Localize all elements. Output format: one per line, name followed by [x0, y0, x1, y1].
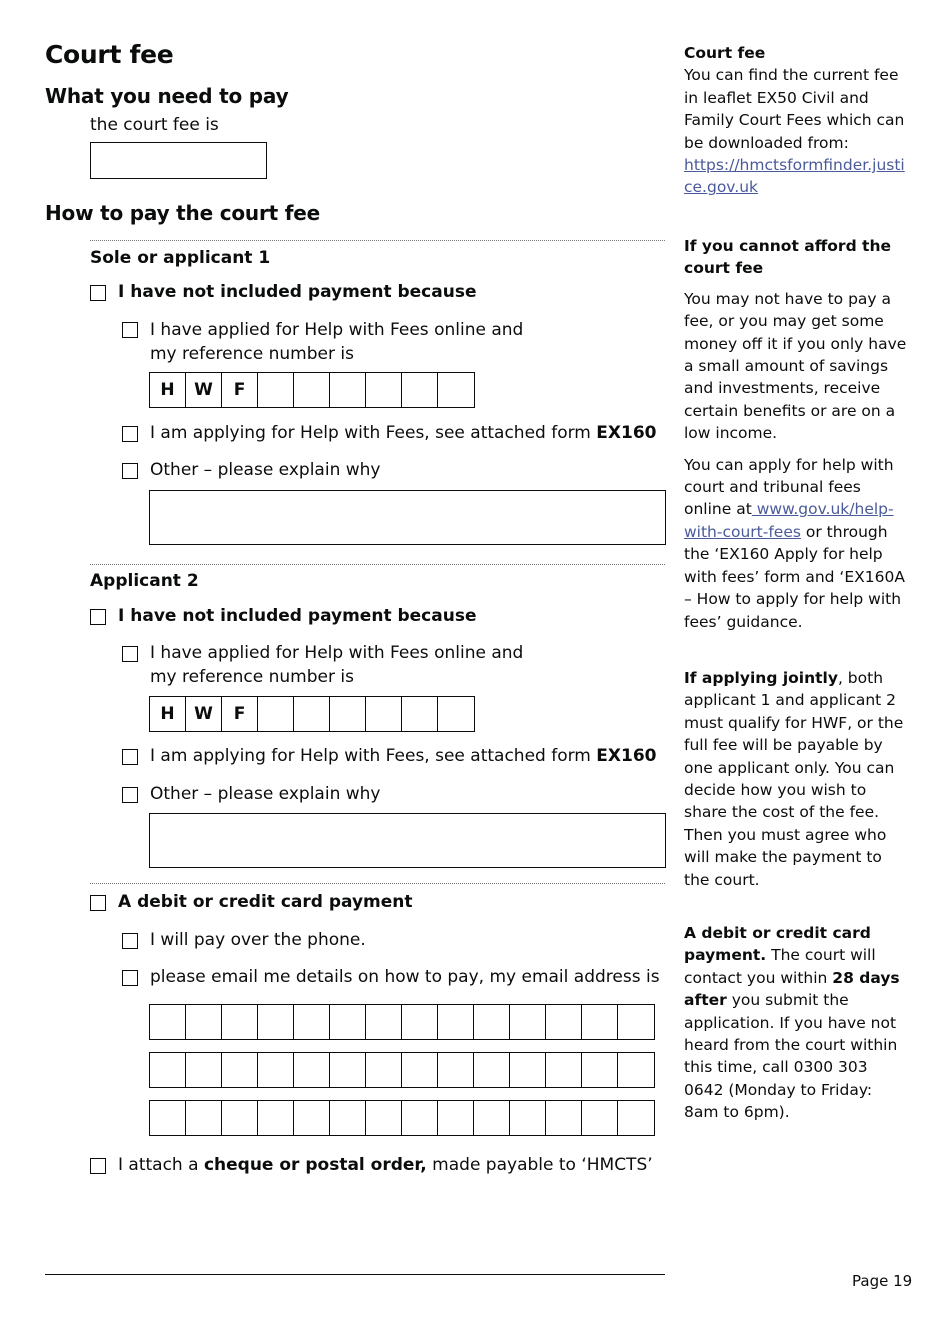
card-text-1: The court will contact you within	[684, 946, 876, 987]
ex160-form-name: EX160	[596, 423, 657, 443]
cheque-text: I attach a	[118, 1155, 204, 1175]
hwf-prefix-letter: W	[186, 373, 222, 407]
ex160-text: I am applying for Help with Fees, see attached form	[150, 423, 597, 443]
hwf-char-cell[interactable]	[366, 373, 402, 407]
fee-label: the court fee is	[90, 115, 219, 135]
pay-by-phone-checkbox[interactable]	[122, 933, 138, 949]
hwf-char-cell[interactable]	[330, 373, 366, 407]
cheque-checkbox[interactable]	[90, 1158, 106, 1174]
applicant2-other-checkbox[interactable]	[122, 787, 138, 803]
cheque-payee-text: made payable to ‘HMCTS’	[426, 1155, 653, 1175]
ex160-form-name: EX160	[596, 746, 657, 766]
applicant1-hwf-reference-field[interactable]	[149, 372, 475, 408]
hwf-char-cell[interactable]	[402, 373, 438, 407]
applicant2-ex160-label	[150, 746, 657, 766]
applicant2-other-explain-field[interactable]	[149, 813, 666, 868]
applicant2-not-included-checkbox[interactable]	[90, 609, 106, 625]
applicant2-hwf-online-label: I have applied for Help with Fees online and	[150, 643, 524, 663]
how-to-pay-heading: How to pay the court fee	[45, 201, 320, 225]
sidebar-afford-text: You may not have to pay a fee, or you may get some money off it if you only have a small amount of savings and investments, receive certain benefits or are on a low income.	[684, 289, 907, 443]
hwf-char-cell[interactable]	[366, 697, 402, 731]
applicant1-other-label: Other – please explain why	[150, 460, 381, 480]
apply-text-pre: You can apply for help with court and tribunal fees online at	[684, 455, 894, 519]
applicant2-other-label: Other – please explain why	[150, 784, 381, 804]
hwf-char-cell[interactable]	[258, 697, 294, 731]
pay-heading: What you need to pay	[45, 84, 289, 108]
applicant1-hwf-online-label-line2: my reference number is	[150, 344, 354, 364]
sidebar-court-fee-title: Court fee	[684, 44, 766, 62]
email-details-checkbox[interactable]	[122, 970, 138, 986]
hwf-char-cell[interactable]	[438, 697, 474, 731]
email-address-field-row-3[interactable]	[149, 1100, 655, 1136]
hwf-prefix-letter: W	[186, 697, 222, 731]
footer-rule	[45, 1274, 665, 1275]
applicant1-heading: Sole or applicant 1	[90, 248, 271, 268]
hwf-prefix-letter: F	[222, 373, 258, 407]
applicant2-heading: Applicant 2	[90, 571, 199, 591]
sidebar-apply-text	[684, 454, 910, 633]
court-fee-input[interactable]	[90, 142, 267, 179]
ex160-text: I am applying for Help with Fees, see attached form	[150, 746, 597, 766]
card-bold: A debit or credit card payment.	[684, 924, 871, 965]
cheque-label	[118, 1155, 653, 1175]
applicant1-other-checkbox[interactable]	[122, 463, 138, 479]
applicant1-hwf-online-checkbox[interactable]	[122, 322, 138, 338]
card-payment-label: A debit or credit card payment	[118, 892, 413, 912]
hwf-char-cell[interactable]	[294, 373, 330, 407]
pay-by-phone-label: I will pay over the phone.	[150, 930, 366, 950]
applicant2-ex160-checkbox[interactable]	[122, 749, 138, 765]
page-number: Page 19	[852, 1272, 913, 1290]
card-payment-checkbox[interactable]	[90, 895, 106, 911]
hwf-prefix-letter: F	[222, 697, 258, 731]
applicant2-hwf-online-checkbox[interactable]	[122, 646, 138, 662]
applicant1-not-included-checkbox[interactable]	[90, 285, 106, 301]
applicant2-hwf-reference-field[interactable]	[149, 696, 475, 732]
applicant1-other-explain-field[interactable]	[149, 490, 666, 545]
card-text-2: you submit the application. If you have not heard from the court within this time, call 0300 303 0642 (Monday to Friday: 8am to 6pm).	[684, 991, 898, 1122]
hwf-prefix-letter: H	[150, 697, 186, 731]
applicant1-ex160-checkbox[interactable]	[122, 426, 138, 442]
sidebar-card	[684, 922, 910, 1124]
sidebar-court-fee-text: You can find the current fee in leaflet EX50 Civil and Family Court Fees which can be downloaded from:	[684, 66, 905, 152]
cheque-bold-text: cheque or postal order,	[203, 1155, 427, 1175]
sidebar-card-text	[684, 922, 910, 1124]
email-details-label: please email me details on how to pay, my email address is	[150, 967, 660, 987]
applicant1-not-included-label: I have not included payment because	[118, 282, 477, 302]
sidebar-afford	[684, 235, 910, 633]
divider	[90, 564, 665, 565]
email-address-field-row-2[interactable]	[149, 1052, 655, 1088]
hwf-char-cell[interactable]	[258, 373, 294, 407]
sidebar-jointly-text	[684, 667, 910, 891]
divider	[90, 883, 665, 884]
sidebar-court-fee	[684, 42, 910, 199]
hwf-char-cell[interactable]	[402, 697, 438, 731]
sidebar-afford-title: If you cannot afford the court fee	[684, 237, 892, 278]
sidebar-jointly	[684, 667, 910, 891]
jointly-bold: If applying jointly	[684, 669, 838, 687]
card-bold-2: 28 days after	[684, 968, 900, 1010]
hwf-prefix-letter: H	[150, 373, 186, 407]
hwf-char-cell[interactable]	[330, 697, 366, 731]
applicant1-ex160-label	[150, 423, 657, 443]
jointly-text: , both applicant 1 and applicant 2 must qualify for HWF, or the full fee will be payable by one applicant only. You can decide how you wish to share the cost of the fee. Then you must agree who will make the payment to the court.	[684, 669, 904, 889]
applicant2-not-included-label: I have not included payment because	[118, 606, 477, 626]
hwf-char-cell[interactable]	[294, 697, 330, 731]
email-address-field-row-1[interactable]	[149, 1004, 655, 1040]
applicant1-hwf-online-label: I have applied for Help with Fees online and	[150, 320, 524, 340]
applicant2-hwf-online-label-line2: my reference number is	[150, 667, 354, 687]
hmcts-formfinder-link[interactable]: https://hmctsformfinder.justice.gov.uk	[684, 156, 905, 197]
page-title: Court fee	[45, 40, 174, 69]
hwf-char-cell[interactable]	[438, 373, 474, 407]
help-with-court-fees-link[interactable]: www.gov.uk/help-with-court-fees	[684, 500, 894, 541]
divider	[90, 240, 665, 241]
apply-text-post: or through the ‘EX160 Apply for help with fees’ form and ‘EX160A – How to apply for help with fees’ guidance.	[684, 522, 905, 631]
